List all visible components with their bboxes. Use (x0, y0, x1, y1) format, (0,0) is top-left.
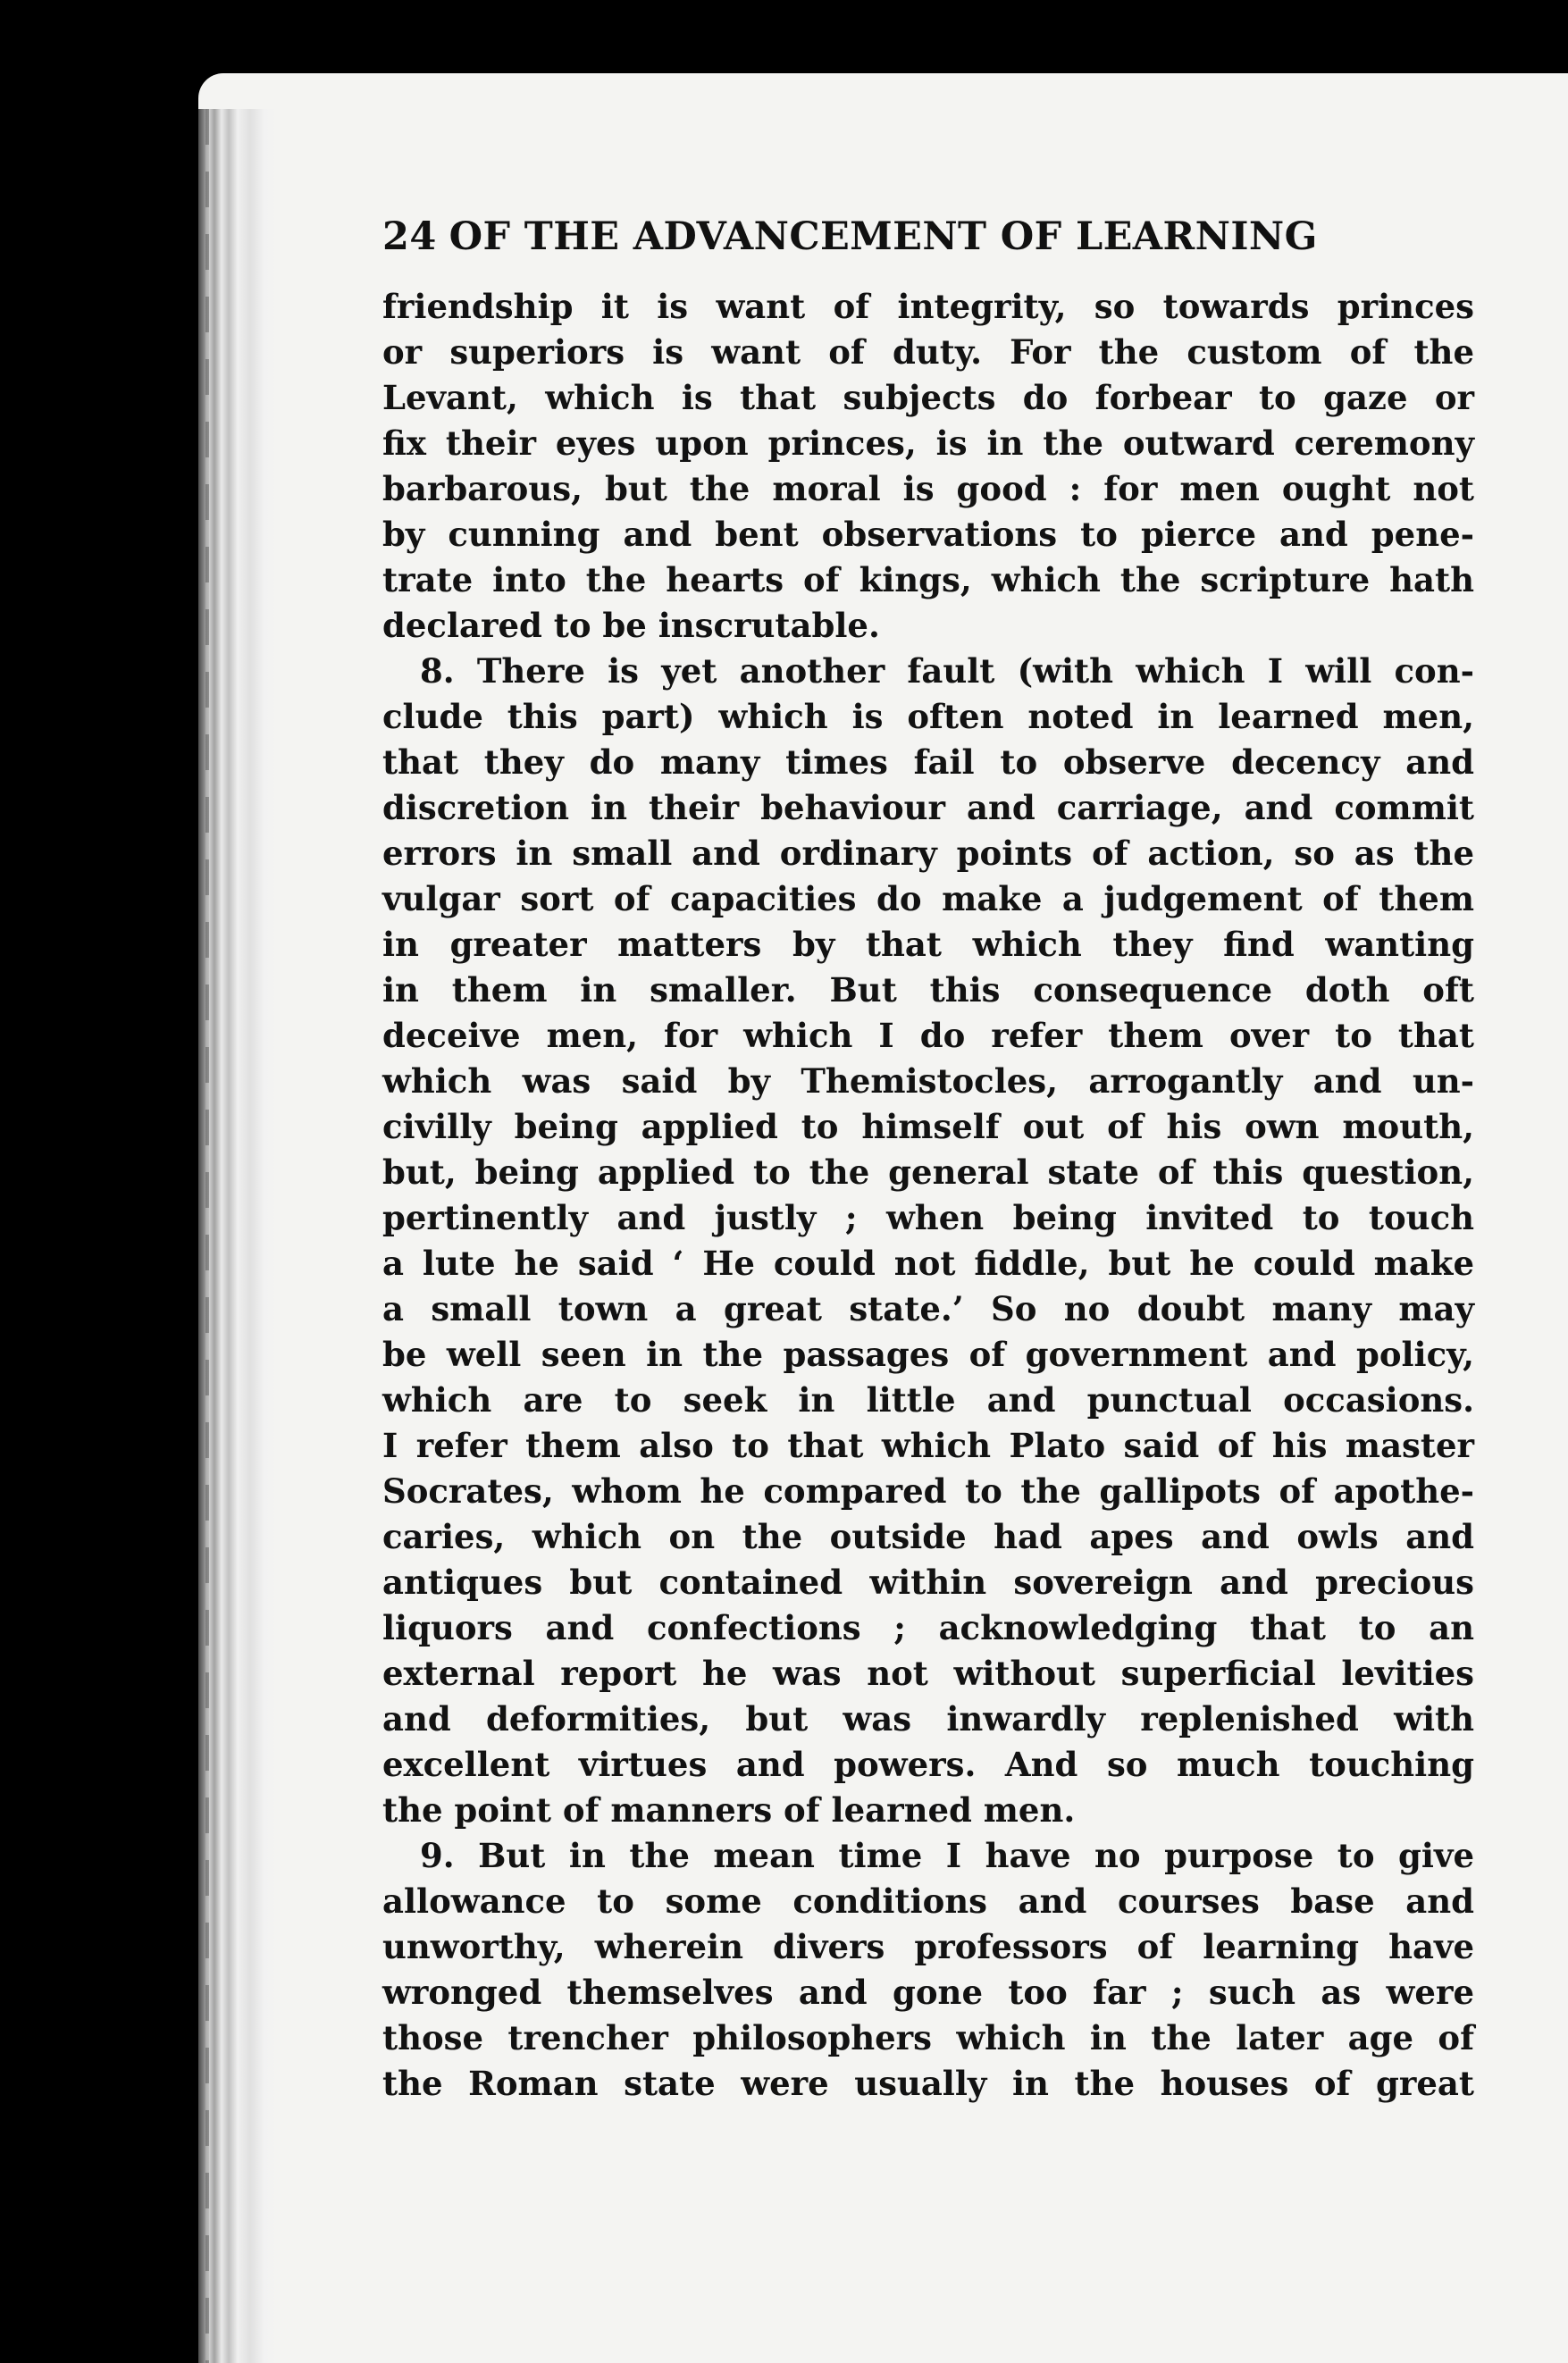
text-line: wronged themselves and gone too far ; such as were (382, 1973, 1474, 2012)
text-line: vulgar sort of capacities do make a judgement of them (382, 879, 1474, 918)
text-line: a lute he said ‘ He could not fiddle, but he could make (382, 1244, 1474, 1283)
page-gutter-shadow (198, 109, 279, 2363)
text-line: I refer them also to that which Plato said of his master (382, 1426, 1474, 1465)
text-line: but, being applied to the general state of this question, (382, 1152, 1474, 1192)
text-line: Levant, which is that subjects do forbear to gaze or (382, 378, 1474, 417)
text-line: that they do many times fail to observe decency and (382, 742, 1474, 782)
text-line: clude this part) which is often noted in learned men, (382, 697, 1474, 736)
text-line: Socrates, whom he compared to the gallipots of apothe- (382, 1471, 1474, 1511)
text-line: deceive men, for which I do refer them over to that (382, 1016, 1474, 1055)
text-line: unworthy, wherein divers professors of learning have (382, 1927, 1474, 1966)
text-line: which was said by Themistocles, arrogantly and un- (382, 1061, 1474, 1101)
text-line: be well seen in the passages of government and policy, (382, 1335, 1474, 1374)
running-head (382, 214, 1481, 259)
text-line: liquors and confections ; acknowledging that to an (382, 1608, 1474, 1647)
text-line: external report he was not without superficial levities (382, 1654, 1474, 1693)
text-line: antiques but contained within sovereign and precious (382, 1563, 1474, 1602)
text-line: errors in small and ordinary points of action, so as the (382, 834, 1474, 873)
text-line: caries, which on the outside had apes and owls and (382, 1517, 1474, 1556)
text-line: which are to seek in little and punctual occasions. (382, 1380, 1474, 1420)
text-line: or superiors is want of duty. For the custom of the (382, 332, 1474, 372)
text-line: the Roman state were usually in the houses of great (382, 2064, 1474, 2103)
text-line: 9. But in the mean time I have no purpose to give (420, 1836, 1474, 1875)
text-line: a small town a great state.’ So no doubt many may (382, 1289, 1474, 1328)
text-line: declared to be inscrutable. (382, 606, 880, 645)
text-line: trate into the hearts of kings, which the scripture hath (382, 560, 1474, 599)
body-text (382, 284, 1474, 2107)
text-line: those trencher philosophers which in the later age of (382, 2018, 1474, 2057)
text-line: fix their eyes upon princes, is in the outward ceremony (382, 423, 1474, 463)
text-line: by cunning and bent observations to pierce and pene- (382, 515, 1474, 554)
running-title: OF THE ADVANCEMENT OF LEARNING (449, 214, 1318, 259)
text-line: the point of manners of learned men. (382, 1790, 1076, 1830)
text-line: allowance to some conditions and courses base and (382, 1881, 1474, 1921)
text-line: barbarous, but the moral is good : for men ought not (382, 469, 1474, 508)
text-line: in greater matters by that which they find wanting (382, 925, 1474, 964)
text-line: and deformities, but was inwardly replenished with (382, 1699, 1474, 1739)
text-line: 8. There is yet another fault (with which I will con- (420, 651, 1474, 691)
page-number: 24 (382, 214, 437, 259)
text-line: friendship it is want of integrity, so towards princes (382, 287, 1474, 326)
text-line: excellent virtues and powers. And so much touching (382, 1745, 1474, 1784)
text-line: in them in smaller. But this consequence doth oft (382, 970, 1474, 1010)
text-line: pertinently and justly ; when being invited to touch (382, 1198, 1474, 1237)
text-line: civilly being applied to himself out of his own mouth, (382, 1107, 1474, 1146)
text-line: discretion in their behaviour and carriage, and commit (382, 788, 1474, 827)
